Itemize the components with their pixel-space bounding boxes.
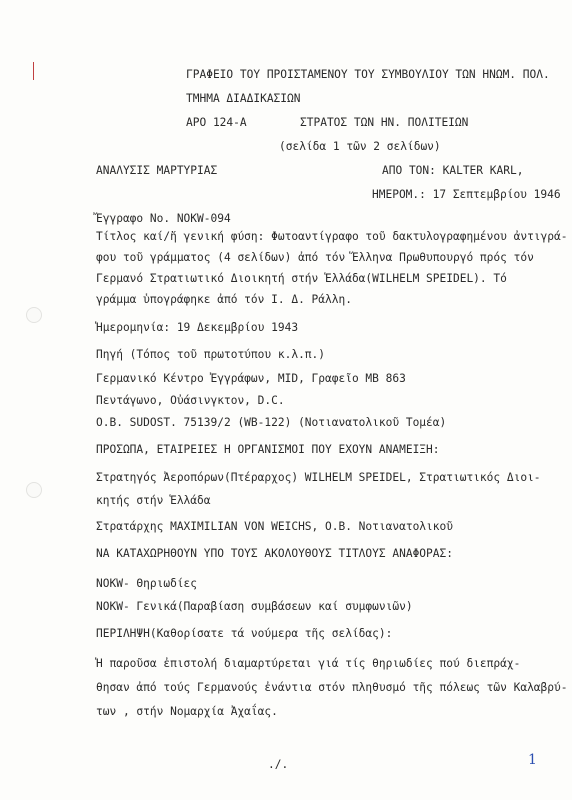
header-department: ΤΜΗΜΑ ΔΙΑΔΙΚΑΣΙΩΝ	[186, 92, 301, 105]
header-office: ΓΡΑΦΕΙΟ ΤΟΥ ΠΡΟΙΣΤΑΜΕΝΟΥ ΤΟΥ ΣΥΜΒΟΥΛΙΟΥ ΤΩΝ ΗΝΩΜ. ΠΟΛ.	[186, 68, 550, 81]
handwritten-page-number: 1	[528, 752, 537, 768]
punch-hole	[26, 307, 42, 323]
analysis-title: ΑΝΑΛΥΣΙΣ ΜΑΡΤΥΡΙΑΣ	[96, 164, 218, 177]
source-line: Πηγή (Τόπος τοῦ πρωτοτύπου κ.λ.π.)	[96, 348, 326, 361]
source-line: Γερμανικό Κέντρο Ἐγγράφων, MID, Γραφεῖο ΜΒ 863	[96, 372, 406, 385]
summary-line: των , στήν Νομαρχία Ἀχαΐας.	[96, 705, 278, 718]
title-line: γράμμα ὑπογράφηκε ἀπό τόν Ι. Δ. Ράλλη.	[96, 293, 352, 306]
persons-header: ΠΡΟΣΩΠΑ, ΕΤΑΙΡΕΙΕΣ Η ΟΡΓΑΝΙΣΜΟΙ ΠΟΥ ΕΧΟΥΝ ΑΝΑΜΕΙΞΗ:	[96, 443, 440, 456]
punch-hole	[26, 482, 42, 498]
index-item: NOKW- Γενικά(Παραβίαση συμβάσεων καί συμφωνιῶν)	[96, 600, 413, 613]
summary-line: Ἡ παροῦσα ἐπιστολή διαμαρτύρεται γιά τίς θηριωδίες πού διεπράχ-	[96, 657, 521, 670]
person-line: κητής στήν Ἑλλάδα	[96, 494, 211, 507]
index-header: ΝΑ ΚΑΤΑΧΩΡΗΘΟΥΝ ΥΠΟ ΤΟΥΣ ΑΚΟΛΟΥΘΟΥΣ ΤΙΤΛΟΥΣ ΑΝΑΦΟΡΑΣ:	[96, 547, 453, 560]
title-line: Γερμανό Στρατιωτικό Διοικητή στήν Ἑλλάδα(WILHELM SPEIDEL). Τό	[96, 272, 507, 285]
title-line: φου τοῦ γράμματος (4 σελίδων) ἀπό τόν Ἕλληνα Πρωθυπουργό πρός τόν	[96, 251, 534, 264]
document-date: Ἡμερομηνία: 19 Δεκεμβρίου 1943	[96, 321, 299, 334]
person-line: Στρατηγός Ἀεροπόρων(Πτέραρχος) WILHELM SPEIDEL, Στρατιωτικός Διοι-	[96, 471, 541, 484]
summary-header: ΠΕΡΙΛΗΨΗ(Καθορίσατε τά νούμερα τῆς σελίδας):	[96, 627, 393, 640]
index-item: NOKW- Θηριωδίες	[96, 577, 198, 590]
person-line: Στρατάρχης MAXIMILIAN VON WEICHS, O.B. Νοτιανατολικοῦ	[96, 520, 453, 533]
analysis-date: ΗΜΕΡΟΜ.: 17 Σεπτεμβρίου 1946	[372, 188, 561, 201]
source-line: Πεντάγωνο, Οὐάσινγκτον, D.C.	[96, 394, 285, 407]
summary-line: θησαν ἀπό τούς Γερμανούς ἐνάντια στόν πληθυσμό τῆς πόλεως τῶν Καλαβρύ-	[96, 681, 568, 694]
analysis-from: ΑΠΟ ΤΟΝ: KALTER KARL,	[382, 164, 524, 177]
title-line: Τίτλος καί/ἤ γενική φύση: Φωτοαντίγραφο τοῦ δακτυλογραφημένου ἀντιγρά-	[96, 230, 568, 243]
source-line: O.B. SUDOST. 75139/2 (WB-122) (Νοτιανατολικοῦ Τομέα)	[96, 416, 447, 429]
header-army: ΣΤΡΑΤΟΣ ΤΩΝ ΗΝ. ΠΟΛΙΤΕΙΩΝ	[300, 116, 469, 129]
document-number: Ἔγγραφο Νο. NOKW-094	[96, 212, 231, 225]
continuation-mark: ./.	[268, 758, 289, 771]
header-reference: ΑΡΟ 124-Α	[186, 116, 247, 129]
margin-mark	[33, 62, 34, 80]
header-page-count: (σελίδα 1 τῶν 2 σελίδων)	[279, 140, 441, 153]
